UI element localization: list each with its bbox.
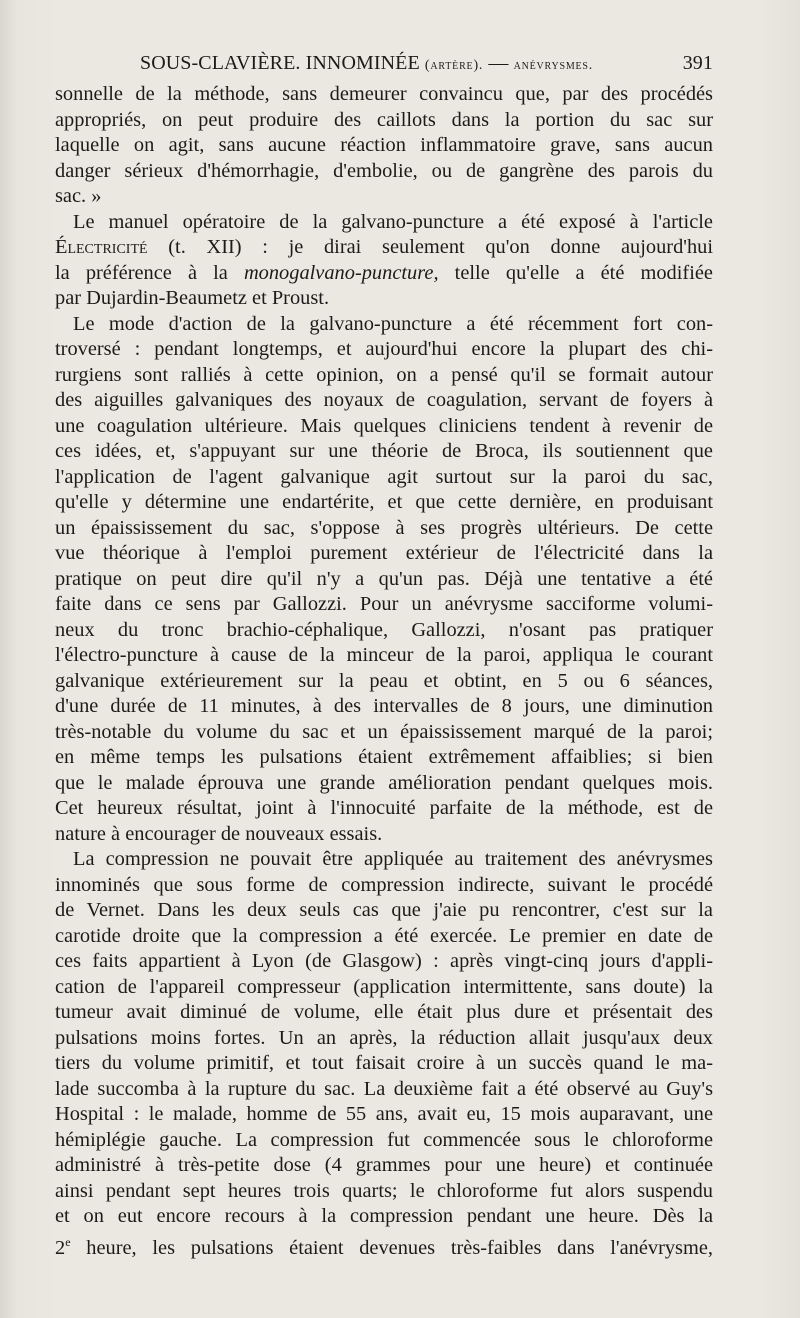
paragraph-3 bbox=[55, 312, 713, 848]
text-line: troversé : pendant longtemps, et aujourd'hui encore la plupart des chi- bbox=[55, 338, 713, 360]
text-line bbox=[55, 235, 713, 261]
text-line: tiers du volume primitif, et tout faisait croire à un succès quand le ma- bbox=[55, 1052, 713, 1074]
header-title-paren: (artère). bbox=[424, 58, 484, 73]
header-title bbox=[140, 48, 593, 81]
text-line: ces faits appartient à Lyon (de Glasgow) : après vingt-cinq jours d'appli- bbox=[55, 950, 713, 972]
text-line: des aiguilles galvaniques des noyaux de coagulation, servant de foyers à bbox=[55, 389, 713, 411]
body-text bbox=[55, 82, 713, 1261]
text-line: hémiplégie gauche. La compression fut commencée sous le chloroforme bbox=[55, 1128, 713, 1151]
text-line: l'application de l'agent galvanique agit surtout sur la paroi du sac, bbox=[55, 465, 713, 488]
text-line: laquelle on agit, sans aucune réaction inflammatoire grave, sans aucun bbox=[55, 134, 713, 156]
text-line: rurgiens sont ralliés à cette opinion, on a pensé qu'il se formait autour bbox=[55, 363, 713, 386]
text-line: neux du tronc brachio-céphalique, Gallozzi, n'osant pas pratiquer bbox=[55, 618, 713, 641]
text-line bbox=[55, 1230, 713, 1261]
page-number: 391 bbox=[682, 52, 713, 74]
text-line: nature à encourager de nouveaux essais. bbox=[55, 822, 383, 845]
header-title-main: SOUS-CLAVIÈRE. INNOMINÉE bbox=[140, 52, 420, 74]
text-line bbox=[55, 261, 713, 287]
text-line: par Dujardin-Beaumetz et Proust. bbox=[55, 287, 330, 309]
text-line: La compression ne pouvait être appliquée au traitement des anévrysmes bbox=[73, 848, 713, 870]
text-line: carotide droite que la compression a été exercée. Le premier en date de bbox=[55, 924, 713, 947]
text-line: en même temps les pulsations étaient extrêmement affaiblies; si bien bbox=[55, 746, 713, 768]
paragraph-1 bbox=[55, 82, 713, 210]
text-fragment: (t. XII) : je dirai seulement qu'on donne aujourd'hui bbox=[168, 236, 713, 258]
text-line: danger sérieux d'hémorrhagie, d'embolie, ou de gangrène des parois du bbox=[55, 159, 713, 182]
text-line: que le malade éprouva une grande amélioration pendant quelques mois. bbox=[55, 771, 713, 794]
text-line: sonnelle de la méthode, sans demeurer convaincu que, par des procédés bbox=[55, 83, 713, 105]
text-line: galvanique extérieurement sur la peau et obtint, en 5 ou 6 séances, bbox=[55, 669, 713, 692]
text-line: appropriés, on peut produire des caillots dans la portion du sac sur bbox=[55, 108, 713, 131]
text-line: un épaississement du sac, s'oppose à ses progrès ultérieurs. De cette bbox=[55, 516, 713, 539]
text-line: ainsi pendant sept heures trois quarts; le chloroforme fut alors suspendu bbox=[55, 1179, 713, 1202]
text-fragment: telle qu'elle a été modifiée bbox=[454, 261, 713, 284]
text-line: Cet heureux résultat, joint à l'innocuité parfaite de la méthode, est de bbox=[55, 797, 713, 819]
paragraph-4 bbox=[55, 847, 713, 1261]
text-line: pratique on peut dire qu'il n'y a qu'un pas. Déjà une tentative a été bbox=[55, 567, 713, 590]
italic-term: monogalvano-puncture, bbox=[243, 261, 439, 284]
text-line: de Vernet. Dans les deux seuls cas que j'aie pu rencontrer, c'est sur la bbox=[55, 899, 713, 921]
text-line: administré à très-petite dose (4 grammes pour une heure) et continuée bbox=[55, 1154, 713, 1176]
text-line: Le mode d'action de la galvano-puncture a été récemment fort con- bbox=[73, 312, 713, 335]
text-line: tumeur avait diminué de volume, elle était plus dure et présentait des bbox=[55, 1001, 713, 1023]
text-line: faite dans ce sens par Gallozzi. Pour un anévrysme sacciforme volumi- bbox=[55, 593, 713, 615]
text-line: sac. » bbox=[55, 185, 102, 207]
header-section: anévrysmes. bbox=[513, 58, 594, 73]
ordinal-number: 2 bbox=[55, 1236, 66, 1259]
text-line: qu'elle y détermine une endartérite, et que cette dernière, en produisant bbox=[55, 491, 713, 513]
text-fragment: la préférence à la bbox=[55, 261, 228, 284]
running-header bbox=[140, 48, 713, 78]
text-line: vue théorique à l'emploi purement extérieur de l'électricité dans la bbox=[55, 542, 713, 564]
text-line: l'électro-puncture à cause de la minceur de la paroi, appliqua le courant bbox=[55, 644, 713, 666]
text-line: ces idées, et, s'appuyant sur une théorie de Broca, ils soutiennent que bbox=[55, 440, 713, 462]
text-line: Le manuel opératoire de la galvano-puncture a été exposé à l'article bbox=[73, 210, 713, 233]
text-line: très-notable du volume du sac et un épaississement marqué de la paroi; bbox=[55, 720, 713, 743]
text-line: lade succomba à la rupture du sac. La deuxième fait a été observé au Guy's bbox=[55, 1077, 713, 1100]
text-line: pulsations moins fortes. Un an après, la réduction allait jusqu'aux deux bbox=[55, 1026, 713, 1049]
text-line: innominés que sous forme de compression indirecte, suivant le procédé bbox=[55, 873, 713, 896]
header-dash: — bbox=[488, 52, 509, 74]
text-fragment: heure, les pulsations étaient devenues très-faibles dans l'anévrysme, bbox=[86, 1236, 713, 1259]
text-line: et on eut encore recours à la compression pendant une heure. Dès la bbox=[55, 1205, 713, 1227]
ordinal-suffix: e bbox=[65, 1234, 71, 1249]
text-line: Hospital : le malade, homme de 55 ans, avait eu, 15 mois auparavant, une bbox=[55, 1103, 713, 1125]
text-line: d'une durée de 11 minutes, à des intervalles de 8 jours, une diminution bbox=[55, 695, 713, 717]
text-line: cation de l'appareil compresseur (application intermittente, sans doute) la bbox=[55, 975, 713, 998]
paragraph-2 bbox=[55, 210, 713, 312]
article-reference: Électricité bbox=[55, 236, 148, 258]
text-line: une coagulation ultérieure. Mais quelques cliniciens tendent à revenir de bbox=[55, 414, 713, 437]
